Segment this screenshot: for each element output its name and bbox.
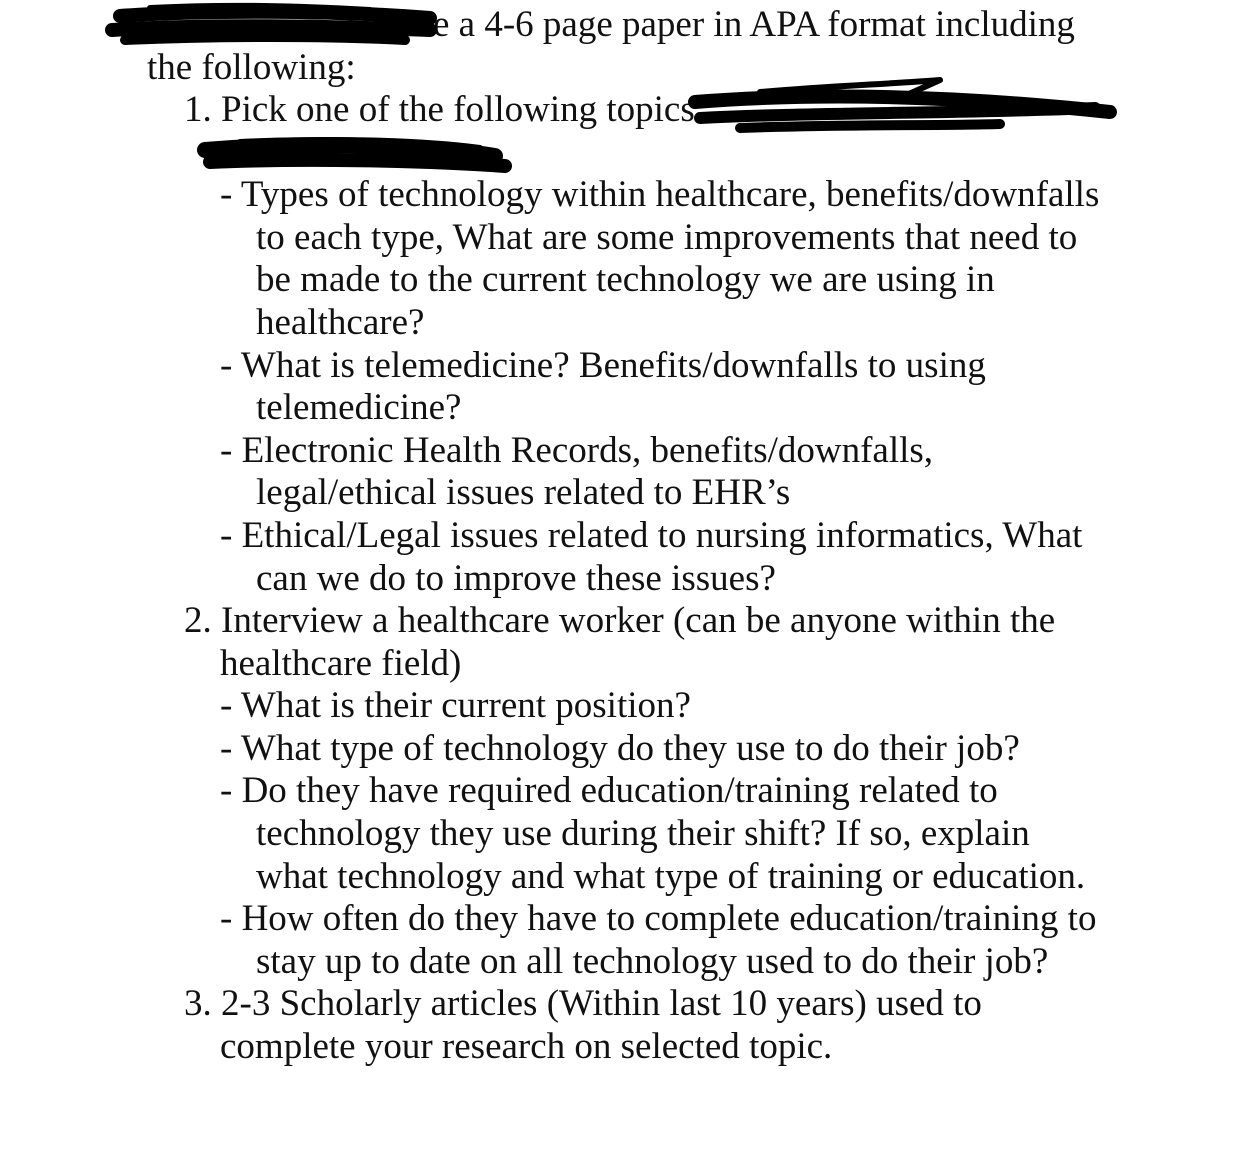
item-1-sub-1-line-4: healthcare? [256, 302, 425, 343]
item-2-sub-1: - What is their current position? [220, 685, 691, 726]
intro-line-2: the following: [147, 47, 356, 88]
item-1-sub-1-line-3: be made to the current technology we are using in [256, 259, 995, 300]
item-1-sub-4-line-2: can we do to improve these issues? [256, 558, 776, 599]
item-2-sub-3-line-2: technology they use during their shift? If so, explain [256, 813, 1030, 854]
item-1-sub-2-line-2: telemedicine? [256, 387, 462, 428]
item-1-sub-1-line-1: - Types of technology within healthcare, benefits/downfalls [220, 174, 1100, 215]
item-2-sub-3-line-1: - Do they have required education/training related to [220, 770, 998, 811]
item-2-sub-4-line-2: stay up to date on all technology used to do their job? [256, 941, 1049, 982]
item-2-heading-line-2: healthcare field) [220, 643, 462, 684]
item-1-sub-3-line-2: legal/ethical issues related to EHR’s [256, 472, 791, 513]
item-1-sub-3-line-1: - Electronic Health Records, benefits/downfalls, [220, 430, 934, 471]
item-2-sub-4-line-1: - How often do they have to complete education/training to [220, 898, 1097, 939]
item-1-sub-2-line-1: - What is telemedicine? Benefits/downfalls to using [220, 345, 986, 386]
item-2-heading-line-1: 2. Interview a healthcare worker (can be anyone within the [184, 600, 1056, 641]
item-1-sub-1-line-2: to each type, What are some improvements that need to [256, 217, 1078, 258]
item-1-heading: 1. Pick one of the following topics [184, 89, 695, 130]
item-2-sub-2: - What type of technology do they use to do their job? [220, 728, 1020, 769]
item-3-line-2: complete your research on selected topic. [220, 1026, 833, 1067]
item-1-sub-4-line-1: - Ethical/Legal issues related to nursing informatics, What [220, 515, 1083, 556]
item-3-line-1: 3. 2-3 Scholarly articles (Within last 10 years) used to [184, 983, 982, 1024]
item-2-sub-3-line-3: what technology and what type of training or education. [256, 856, 1086, 897]
intro-line-1: e a 4-6 page paper in APA format including [433, 4, 1075, 45]
